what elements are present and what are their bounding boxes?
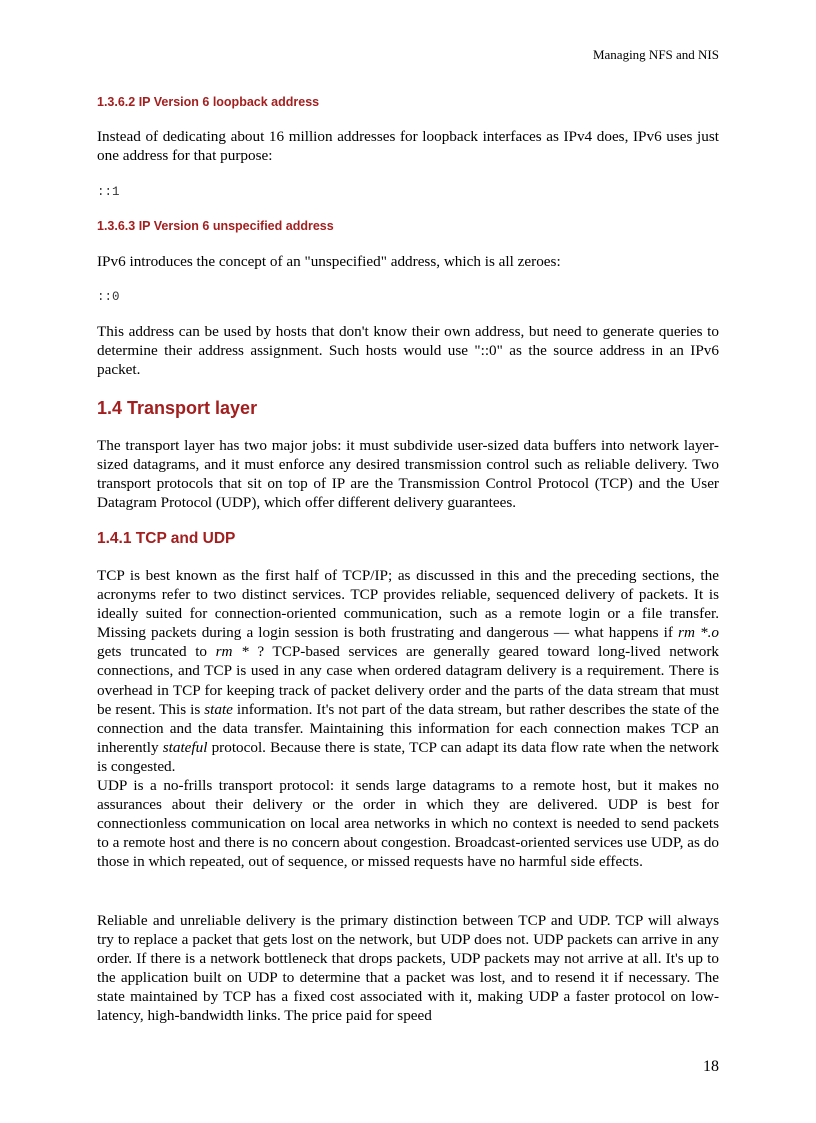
code-loopback-address: ::1: [97, 185, 120, 199]
paragraph-transport-layer: The transport layer has two major jobs: it must subdivide user-sized data buffers into network layer-sized datagrams, and it must enforce any desired transmission control such as reliable delivery. Two transport protocols that sit on top of IP are the Transmission Control Protocol (TCP) and the User Datagram Protocol (UDP), which offer different delivery guarantees.: [97, 437, 719, 512]
text-run: gets truncated to: [97, 643, 216, 661]
page-number: 18: [703, 1058, 719, 1075]
heading-transport-layer: 1.4 Transport layer: [97, 398, 258, 418]
text-run: TCP is best known as the first half of TCP/IP; as discussed in this and the preceding sections, the acronyms refer to two distinct services. TCP provides reliable, sequenced delivery of packets. It is ideally suited for connection-oriented communication, such as a remote login or a file transfer. Missing packets during a login session is both frustrating and dangerous — what happens if: [97, 567, 719, 642]
italic-term-state: state: [204, 700, 233, 718]
running-header: Managing NFS and NIS: [592, 47, 719, 62]
heading-tcp-udp: 1.4.1 TCP and UDP: [97, 530, 236, 547]
paragraph-udp: UDP is a no-frills transport protocol: it sends large datagrams to a remote host, but it makes no assurances about their delivery or the order in which they are delivered. UDP is best for connectionless communication on local area networks in which no context is needed to send packets to a remote host and there is no concern about congestion. Broadcast-oriented services use UDP, as do those in which repeated, out of sequence, or missed requests have no harmful side effects.: [97, 777, 719, 871]
code-unspecified-address: ::0: [97, 290, 120, 304]
heading-ipv6-loopback: 1.3.6.2 IP Version 6 loopback address: [97, 95, 320, 109]
heading-ipv6-unspecified: 1.3.6.3 IP Version 6 unspecified address: [97, 219, 334, 233]
paragraph-tcp: [97, 566, 719, 776]
document-page: [97, 0, 719, 1123]
italic-command-rm: rm *: [215, 643, 249, 661]
text-run: ? TCP-based services are generally geared toward long-lived network connections, and TCP is used in any case when ordered datagram delivery is a requirement. There is overhead in TCP for keeping track of packet delivery order and the parts of the data stream that must be resent. This is: [97, 643, 719, 718]
paragraph-loopback: Instead of dedicating about 16 million addresses for loopback interfaces as IPv4 does, IPv6 uses just one address for that purpose:: [97, 128, 719, 165]
text-run: information. It's not part of the data stream, but rather describes the state of the connection and the data transfer. Maintaining this information for each connection makes TCP an inherently: [97, 700, 719, 756]
text-run: protocol. Because there is state, TCP can adapt its data flow rate when the network is congested.: [97, 738, 720, 775]
italic-term-stateful: stateful: [162, 738, 208, 756]
paragraph-unspecified-usage: This address can be used by hosts that don't know their own address, but need to generate queries to determine their address assignment. Such hosts would use "::0" as the source address in an IPv6 packet.: [97, 323, 719, 379]
italic-command-rm-o: rm *.o: [678, 624, 719, 642]
paragraph-reliability: Reliable and unreliable delivery is the primary distinction between TCP and UDP. TCP will always try to replace a packet that gets lost on the network, but UDP does not. UDP packets can arrive in any order. If there is a network bottleneck that drops packets, UDP packets may not arrive at all. It's up to the application built on UDP to determine that a packet was lost, and to resend it if necessary. The state maintained by TCP has a fixed cost associated with it, making UDP a faster protocol on low-latency, high-bandwidth links. The price paid for speed: [97, 912, 719, 1025]
paragraph-unspecified-intro: IPv6 introduces the concept of an "unspecified" address, which is all zeroes:: [97, 253, 561, 270]
